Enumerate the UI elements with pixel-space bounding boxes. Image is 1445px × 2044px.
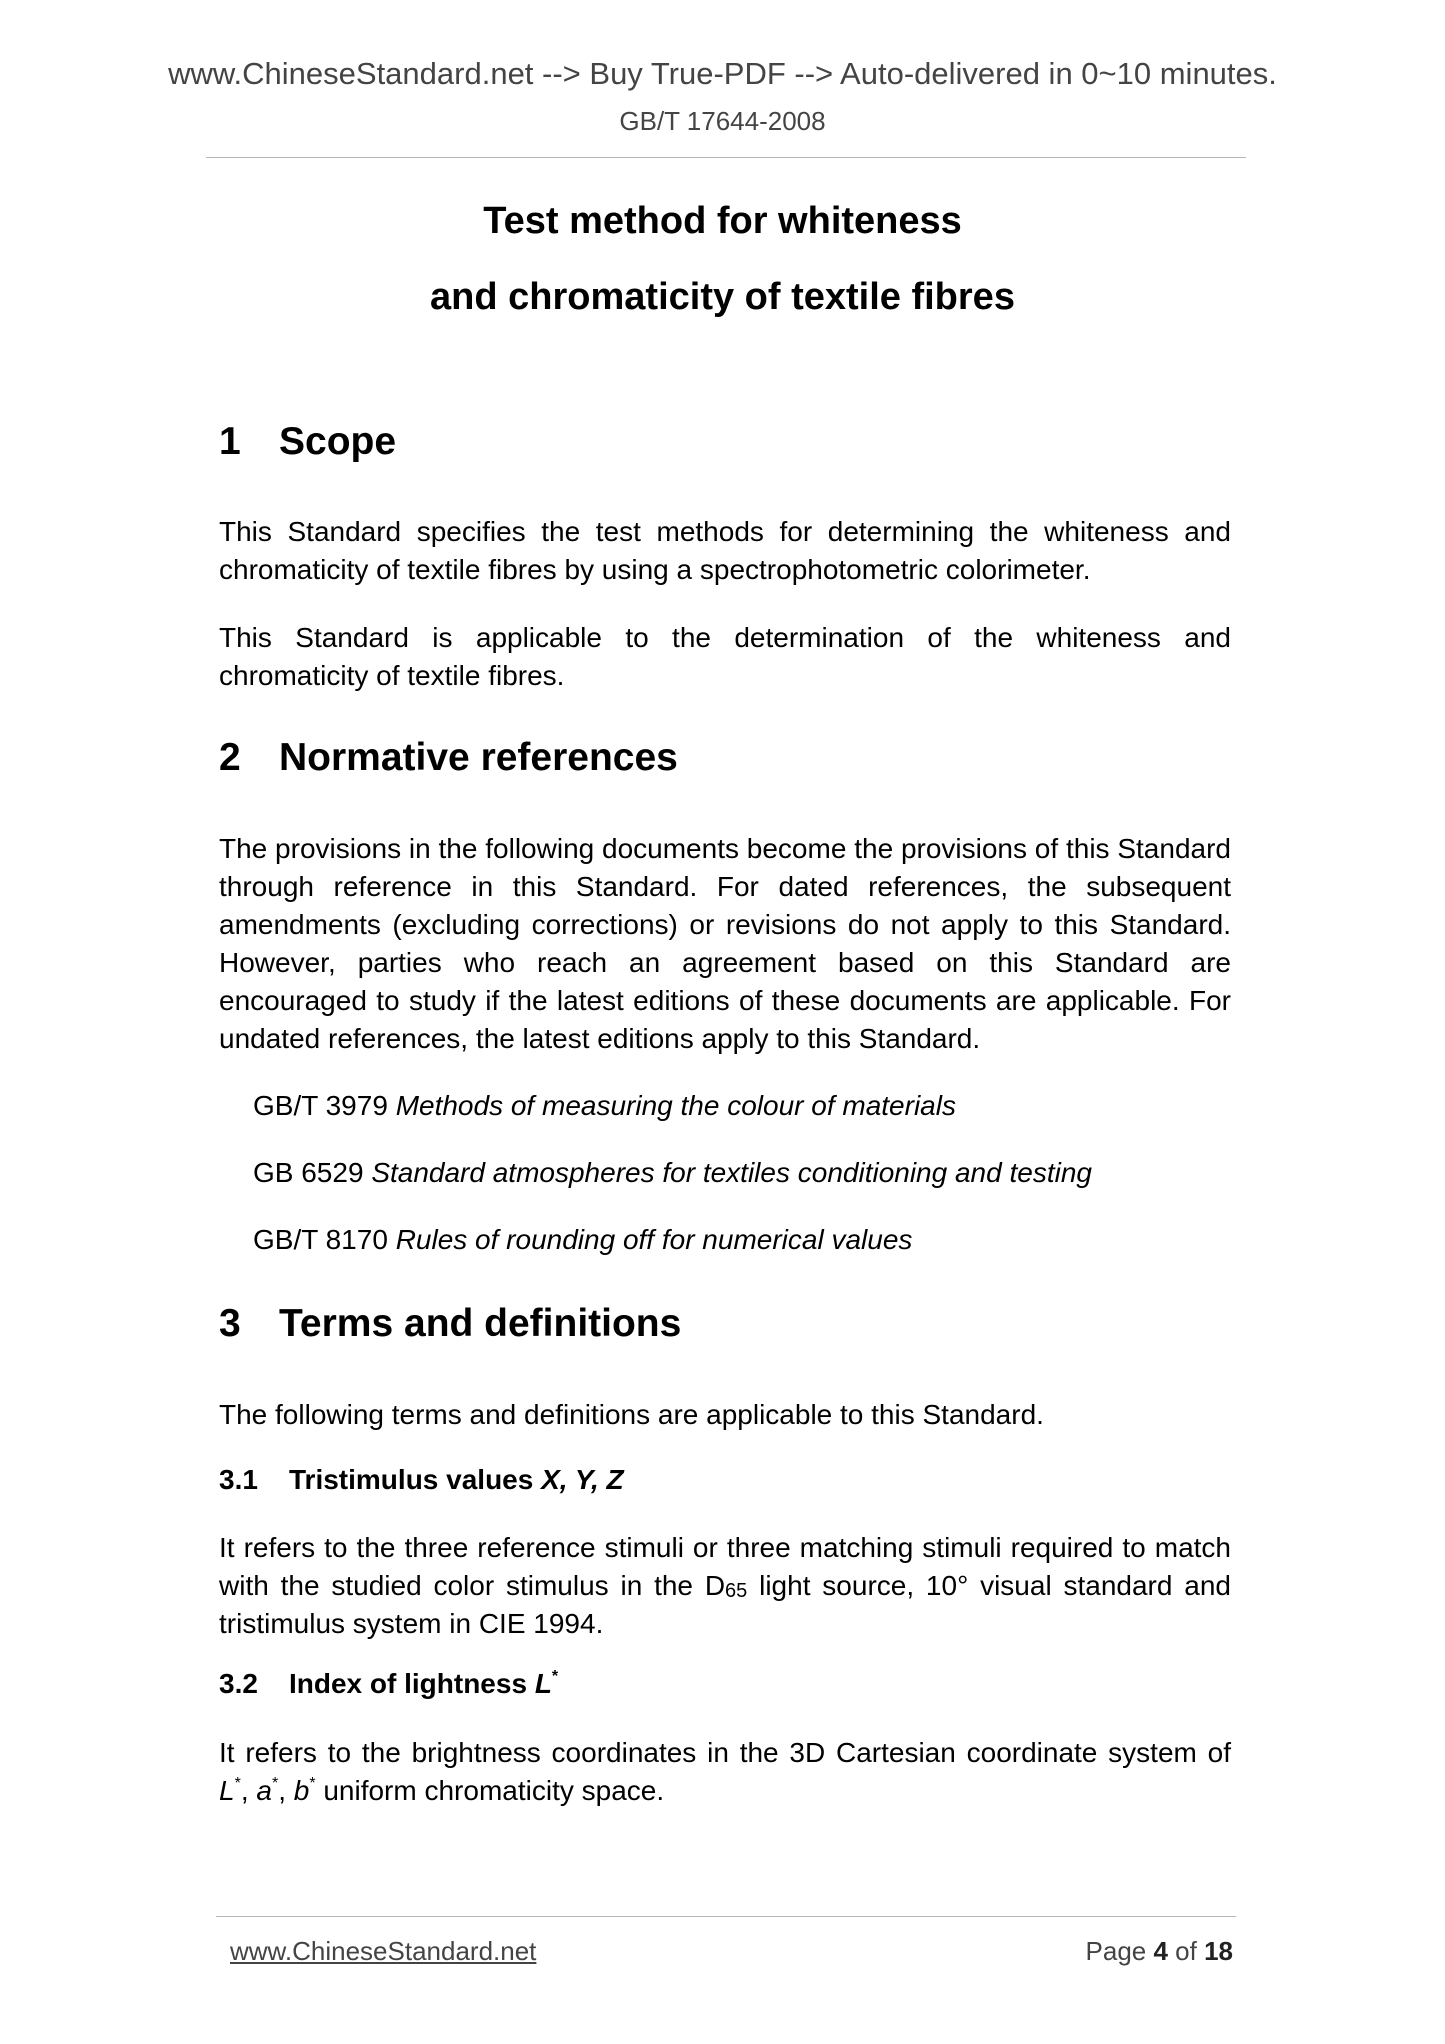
page-indicator [1086, 1936, 1233, 1967]
title-line-2: and chromaticity of textile fibres [430, 276, 1015, 318]
star-superscript: * [309, 1775, 316, 1792]
section-1-heading [219, 420, 396, 464]
reference-item [253, 1157, 1092, 1189]
section-title: Normative references [279, 736, 678, 779]
section-2-heading [219, 736, 678, 780]
section-3-heading [219, 1302, 681, 1346]
scope-paragraph-1: This Standard specifies the test methods for determining the whiteness and chromaticity of textile fibres by using a spectrophotometric colorimeter. [219, 516, 1231, 585]
scope-paragraph-2: This Standard is applicable to the determination of the whiteness and chromaticity of textile fibres. [219, 622, 1231, 691]
footer-divider [216, 1916, 1236, 1917]
term-number: 3.1 [219, 1464, 258, 1495]
term-label: Index of lightness [289, 1668, 535, 1699]
page-number: 4 [1153, 1936, 1168, 1966]
term-number: 3.2 [219, 1668, 258, 1699]
document-code: GB/T 17644-2008 [619, 106, 826, 136]
definition-text: light source, 10° visual standard and tristimulus system in CIE 1994. [219, 1570, 1231, 1639]
term-variables: X, Y, Z [541, 1464, 624, 1495]
term-3-2-definition [219, 1734, 1231, 1810]
page-total: 18 [1204, 1936, 1233, 1966]
variable-l: L [219, 1775, 235, 1806]
term-label: Tristimulus values [289, 1464, 542, 1495]
separator: , [240, 1775, 257, 1806]
definition-text: It refers to the three reference stimuli or three matching stimuli required to match with the studied color stimulus in the D [219, 1532, 1231, 1601]
terms-intro: The following terms and definitions are applicable to this Standard. [219, 1399, 1044, 1430]
term-3-2-heading [219, 1668, 558, 1700]
footer-website-link[interactable]: www.ChineseStandard.net [230, 1936, 537, 1966]
term-variable: L [534, 1668, 552, 1699]
definition-text: It refers to the brightness coordinates in the 3D Cartesian coordinate system of [219, 1737, 1231, 1768]
reference-title: Methods of measuring the colour of materials [395, 1090, 956, 1121]
section-number: 2 [219, 736, 241, 779]
term-3-1-heading [219, 1464, 624, 1496]
section-title: Scope [279, 420, 397, 463]
term-3-1-definition [219, 1529, 1231, 1643]
top-banner: www.ChineseStandard.net --> Buy True-PDF --> Auto-delivered in 0~10 minutes. [168, 56, 1277, 91]
illuminant-subscript: 65 [725, 1580, 748, 1602]
reference-title: Standard atmospheres for textiles conditioning and testing [371, 1157, 1092, 1188]
page-of: of [1167, 1936, 1205, 1966]
variable-a: a [256, 1775, 272, 1806]
star-superscript: * [551, 1668, 559, 1685]
star-superscript: * [234, 1775, 241, 1792]
section-number: 1 [219, 420, 241, 463]
page-prefix: Page [1085, 1936, 1154, 1966]
variable-b: b [293, 1775, 310, 1806]
section-number: 3 [219, 1302, 241, 1345]
section-title: Terms and definitions [279, 1302, 682, 1345]
normative-paragraph: The provisions in the following documents become the provisions of this Standard through reference in this Standard. For dated references, the subsequent amendments (excluding corrections) or revisions do not apply to this Standard. However, parties who reach an agreement based on this Standard are encouraged to study if the latest editions of these documents are applicable. For undated references, the latest editions apply to this Standard. [219, 833, 1231, 1054]
title-line-1: Test method for whiteness [483, 200, 962, 242]
reference-code: GB 6529 [253, 1157, 364, 1188]
reference-item [253, 1090, 956, 1122]
reference-code: GB/T 3979 [253, 1090, 388, 1121]
reference-code: GB/T 8170 [253, 1224, 388, 1255]
header-divider [206, 157, 1246, 158]
reference-title: Rules of rounding off for numerical values [395, 1224, 913, 1255]
separator: , [278, 1775, 294, 1806]
definition-text: uniform chromaticity space. [315, 1775, 665, 1806]
reference-item [253, 1224, 912, 1256]
star-superscript: * [271, 1775, 279, 1792]
